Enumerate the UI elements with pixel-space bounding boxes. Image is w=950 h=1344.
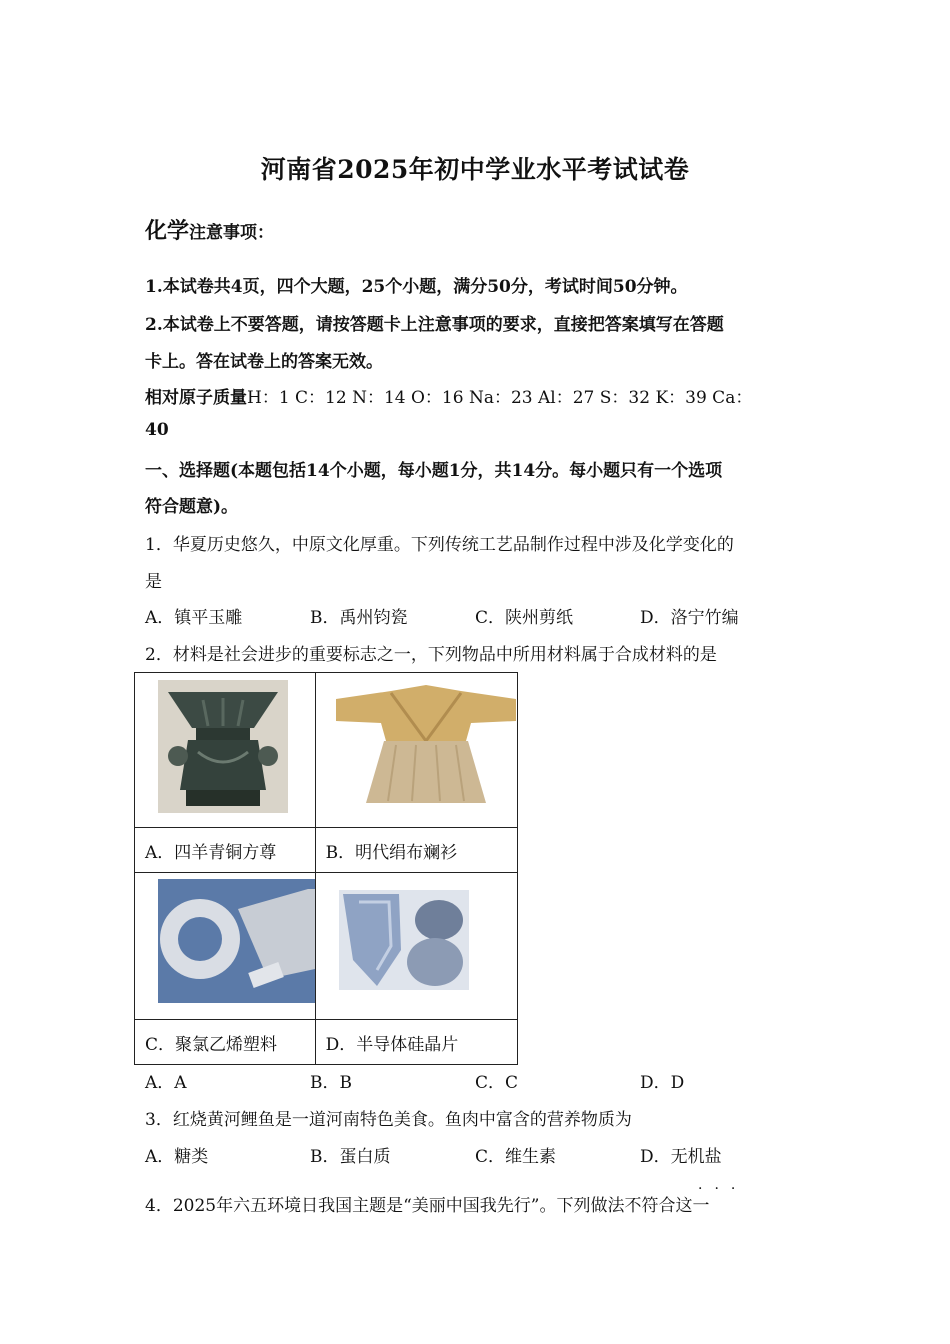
q3-option-d: D．无机盐	[640, 1147, 722, 1167]
image-cell-a	[135, 673, 316, 828]
q1-option-a: A．镇平玉雕	[145, 608, 243, 628]
q1-option-c: C．陕州剪纸	[475, 608, 574, 628]
image-cell-b	[315, 673, 517, 828]
q3-option-a: A．糖类	[145, 1147, 209, 1167]
q2-option-a: A．A	[145, 1073, 187, 1093]
q2-option-b: B．B	[310, 1073, 352, 1093]
material-label-b: B．明代绢布斓衫	[325, 842, 458, 863]
note-1: 1.本试卷共4页，四个大题，25个小题，满分50分，考试时间50分钟。	[145, 277, 688, 297]
material-label-c: C．聚氯乙烯塑料	[145, 1034, 278, 1055]
q4-stem: 4．2025年六五环境日我国主题是“美丽中国我先行”。下列做法不符合这一	[145, 1196, 710, 1216]
q2-option-c: C．C	[475, 1073, 519, 1093]
material-label-d: D．半导体硅晶片	[325, 1034, 459, 1055]
q2-option-d: D．D	[640, 1073, 685, 1093]
exam-title: 河南省2025年初中学业水平考试试卷	[260, 155, 690, 184]
q1-stem: 1．华夏历史悠久，中原文化厚重。下列传统工艺品制作过程中涉及化学变化的	[145, 535, 734, 555]
atomic-mass-label: 相对原子质量	[145, 388, 247, 408]
q3-option-b: B．蛋白质	[310, 1147, 391, 1167]
section-1-heading-cont: 符合题意)。	[145, 497, 239, 517]
q1-option-d: D．洛宁竹编	[640, 608, 739, 628]
q1-stem-cont: 是	[145, 572, 162, 592]
silicon-wafer-image	[339, 890, 469, 990]
image-cell-c	[135, 873, 316, 1020]
q3-stem: 3．红烧黄河鲤鱼是一道河南特色美食。鱼肉中富含的营养物质为	[145, 1110, 632, 1130]
q1-option-b: B．禹州钧瓷	[310, 608, 408, 628]
note-3: 卡上。答在试卷上的答案无效。	[145, 352, 383, 372]
material-label-a: A．四羊青铜方尊	[145, 842, 277, 863]
q3-option-c: C．维生素	[475, 1147, 557, 1167]
label-cell-c	[135, 1020, 316, 1065]
label-cell-b	[315, 828, 517, 873]
emphasis-dots: ···	[698, 1181, 748, 1197]
bronze-vessel-image	[158, 680, 288, 813]
materials-table	[134, 672, 518, 1065]
note-2: 2.本试卷上不要答题，请按答题卡上注意事项的要求，直接把答案填写在答题	[145, 315, 724, 335]
pvc-plastic-image	[158, 879, 315, 1003]
q2-stem: 2．材料是社会进步的重要标志之一，下列物品中所用材料属于合成材料的是	[145, 645, 717, 665]
atomic-mass-tail: 40	[145, 420, 169, 440]
image-cell-d	[315, 873, 517, 1020]
atomic-mass-values: H：1 C：12 N：14 O：16 Na：23 Al：27 S：32 K：39 Ca：	[247, 388, 753, 408]
atomic-mass-line	[145, 383, 752, 408]
silk-robe-image	[336, 681, 516, 809]
section-1-heading: 一、选择题(本题包括14个小题，每小题1分，共14分。每小题只有一个选项	[145, 461, 723, 481]
label-cell-d	[315, 1020, 517, 1065]
label-cell-a	[135, 828, 316, 873]
subject-heading	[145, 214, 274, 245]
subject-name: 化学	[145, 218, 190, 244]
notice-heading: 注意事项：	[189, 223, 275, 243]
